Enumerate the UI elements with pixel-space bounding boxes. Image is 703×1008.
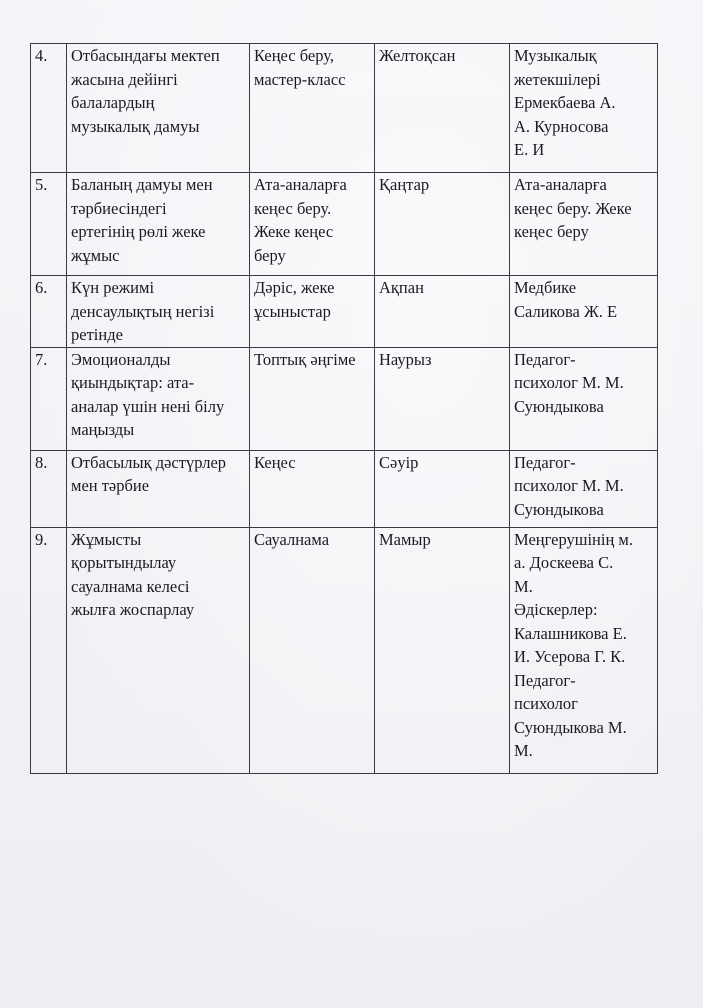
event-topic: Отбасындағы мектеп жасына дейінгі балалардың музыкалық дамуы <box>67 44 250 173</box>
event-form: Топтық әңгіме <box>250 347 375 450</box>
table-row <box>31 173 658 276</box>
row-number: 9. <box>31 527 67 773</box>
event-month: Қаңтар <box>375 173 510 276</box>
event-month: Наурыз <box>375 347 510 450</box>
event-topic: Жұмысты қорытындылау сауалнама келесі жылға жоспарлау <box>67 527 250 773</box>
row-number: 4. <box>31 44 67 173</box>
event-form: Сауалнама <box>250 527 375 773</box>
event-form: Кеңес беру, мастер-класс <box>250 44 375 173</box>
event-month: Сәуір <box>375 450 510 527</box>
row-number: 5. <box>31 173 67 276</box>
event-topic: Отбасылық дәстүрлер мен тәрбие <box>67 450 250 527</box>
event-responsible: Педагог- психолог М. М. Суюндыкова <box>510 347 658 450</box>
table-row <box>31 527 658 773</box>
event-month: Мамыр <box>375 527 510 773</box>
event-topic: Эмоционалды қиындықтар: ата- аналар үшін нені білу маңызды <box>67 347 250 450</box>
event-form: Дәріс, жеке ұсыныстар <box>250 276 375 348</box>
row-number: 8. <box>31 450 67 527</box>
event-responsible: Медбике Саликова Ж. Е <box>510 276 658 348</box>
table-row <box>31 44 658 173</box>
event-responsible: Музыкалық жетекшілері Ермекбаева А. А. Курносова Е. И <box>510 44 658 173</box>
event-responsible: Педагог- психолог М. М. Суюндыкова <box>510 450 658 527</box>
row-number: 7. <box>31 347 67 450</box>
event-month: Желтоқсан <box>375 44 510 173</box>
event-responsible: Ата-аналарға кеңес беру. Жеке кеңес беру <box>510 173 658 276</box>
table-row <box>31 450 658 527</box>
row-number: 6. <box>31 276 67 348</box>
event-form: Ата-аналарға кеңес беру. Жеке кеңес беру <box>250 173 375 276</box>
table-row <box>31 347 658 450</box>
event-month: Ақпан <box>375 276 510 348</box>
work-plan-table <box>30 43 658 774</box>
event-form: Кеңес <box>250 450 375 527</box>
event-topic: Баланың дамуы мен тәрбиесіндегі ертегінің рөлі жеке жұмыс <box>67 173 250 276</box>
event-topic: Күн режимі денсаулықтың негізі ретінде <box>67 276 250 348</box>
event-responsible: Меңгерушінің м. а. Доскеева С. М. Әдіскерлер: Калашникова Е. И. Усерова Г. К. Педагог- психолог Суюндыкова М. М. <box>510 527 658 773</box>
table-row <box>31 276 658 348</box>
